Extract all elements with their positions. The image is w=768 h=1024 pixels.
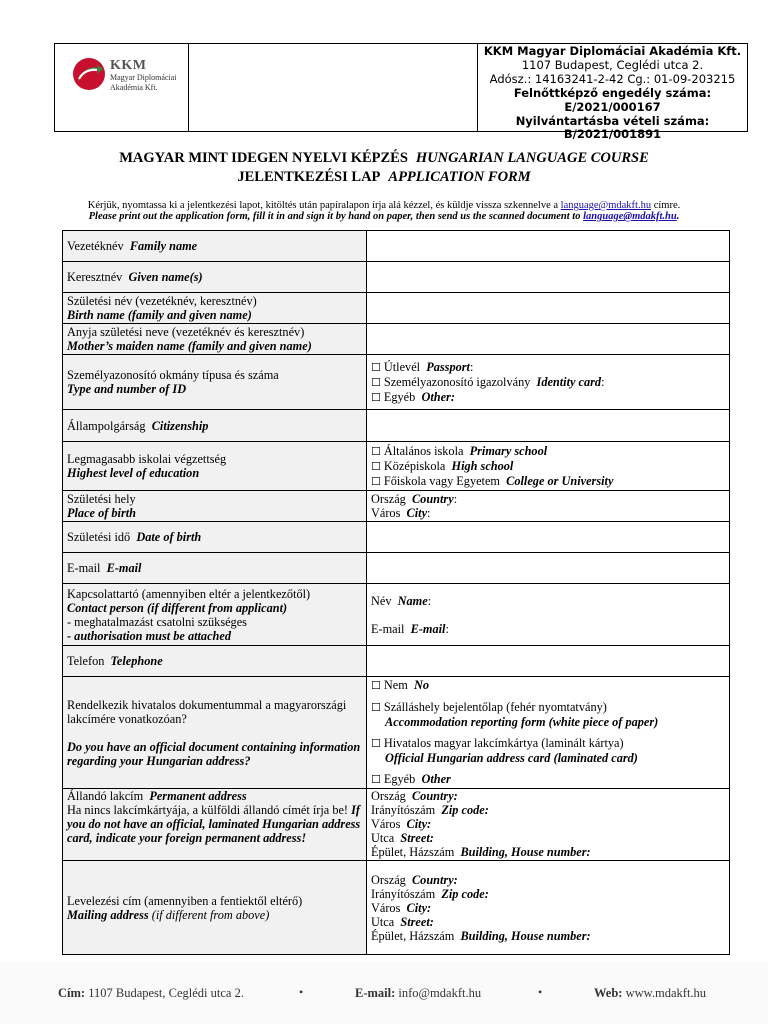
label-given-name: Keresztnév Given name(s) [63, 262, 367, 293]
row-mailing-address [63, 861, 730, 955]
options-id-type [367, 355, 730, 410]
intro-en-text: Please print out the application form, fill it in and sign it by hand on paper, then send us the scanned document to [88, 211, 584, 222]
checkbox-icon: ☐ [371, 701, 381, 714]
intro-en-suffix: . [676, 211, 680, 222]
license-label: Felnőttképző engedély száma: [513, 85, 712, 100]
footer-web: Web: www.mdakft.hu [594, 986, 707, 1000]
checkbox-icon: ☐ [371, 679, 381, 692]
label-official-doc: Rendelkezik hivatalos dokumentummal a magyarországi lakcímére vonatkozóan? Do you have an official document containing information regarding your Hungarian address? [63, 677, 367, 789]
label-education: Legmagasabb iskolai végzettség Highest level of education [63, 442, 367, 491]
logo-wordmark [110, 58, 176, 93]
row-permanent-address [63, 789, 730, 861]
footer-separator: • [538, 985, 543, 999]
label-email: E-mail E-mail [63, 553, 367, 584]
label-permanent-address: Állandó lakcím Permanent address Ha nincs lakcímkártyája, a külföldi állandó címét írja be! If you do not have an official, laminated Hungarian address card, indicate your foreign permanent address! [63, 789, 367, 861]
intro-hu-email-link[interactable]: language@mdakft.hu [560, 200, 652, 211]
intro-hu-text: Kérjük, nyomtassa ki a jelentkezési lapot, kitöltés után papíralapon írja alá kézzel, és küldje vissza szkennelve a [87, 200, 561, 211]
company-address: 1107 Budapest, Ceglédi utca 2. [521, 57, 704, 72]
checkbox-icon: ☐ [371, 360, 381, 374]
title-hu-2: JELENTKEZÉSI LAP [237, 169, 381, 185]
option-college[interactable]: ☐ Főiskola vagy Egyetem College or University [371, 473, 614, 488]
label-citizenship: Állampolgárság Citizenship [63, 410, 367, 442]
label-mother-name: Anyja születési neve (vezetéknév és keresztnév) Mother’s maiden name (family and given name) [63, 324, 367, 355]
header-box [54, 43, 748, 142]
row-citizenship [63, 410, 730, 442]
page-footer [0, 962, 768, 1024]
option-address-card-en: Official Hungarian address card (laminated card) [385, 751, 638, 765]
checkbox-icon: ☐ [371, 444, 381, 458]
intro-hu-suffix: címre. [651, 200, 681, 211]
registration-label: Nyilvántartásba vételi száma: [515, 113, 710, 128]
checkbox-icon: ☐ [371, 474, 381, 488]
checkbox-icon: ☐ [371, 737, 381, 750]
row-given-name [63, 262, 730, 293]
input-given-name[interactable] [367, 262, 730, 293]
input-contact[interactable]: Név Name: E-mail E-mail: [367, 584, 730, 646]
footer-separator: • [299, 985, 304, 999]
label-mailing-address: Levelezési cím (amennyiben a fentiektől eltérő) Mailing address (if different from above) [63, 861, 367, 955]
title-en-1: HUNGARIAN LANGUAGE COURSE [415, 150, 649, 166]
application-form-table [62, 230, 730, 955]
option-address-card[interactable]: ☐ Hivatalos magyar lakcímkártya (laminált kártya) [371, 736, 624, 750]
kkm-logo-icon [72, 57, 106, 91]
option-passport[interactable]: ☐ Útlevél Passport: [371, 359, 474, 374]
company-tax: Adósz.: 14163241-2-42 Cg.: 01-09-203215 [489, 71, 736, 86]
registration-number: B/2021/001891 [563, 127, 662, 142]
logo-cell [55, 44, 189, 131]
input-mother-name[interactable] [367, 324, 730, 355]
intro-en-email-link[interactable]: language@mdakft.hu [583, 211, 677, 222]
option-primary-school[interactable]: ☐ Általános iskola Primary school [371, 443, 548, 458]
input-family-name[interactable] [367, 231, 730, 262]
input-email[interactable] [367, 553, 730, 584]
checkbox-icon: ☐ [371, 459, 381, 473]
label-birth-name: Születési név (vezetéknév, keresztnév) Birth name (family and given name) [63, 293, 367, 324]
row-birthdate [63, 522, 730, 553]
row-mother-name [63, 324, 730, 355]
label-contact: Kapcsolattartó (amennyiben eltér a jelentkezőtől) Contact person (if different from applicant) - meghatalmazást csatolni szükséges - authorisation must be attached [63, 584, 367, 646]
footer-email: E-mail: info@mdakft.hu [355, 986, 482, 1000]
input-birthdate[interactable] [367, 522, 730, 553]
row-education [63, 442, 730, 491]
label-birthdate: Születési idő Date of birth [63, 522, 367, 553]
row-birth-name [63, 293, 730, 324]
company-info [478, 44, 747, 142]
checkbox-icon: ☐ [371, 773, 381, 786]
title-line-2 [0, 169, 768, 186]
logo-small-text-2: Akadémia Kft. [110, 83, 158, 92]
input-citizenship[interactable] [367, 410, 730, 442]
title-en-2: APPLICATION FORM [388, 169, 531, 185]
footer-address: Cím: 1107 Budapest, Ceglédi utca 2. [58, 986, 244, 1000]
option-id-other[interactable]: ☐ Egyéb Other: [371, 389, 455, 404]
option-accommodation-form[interactable]: ☐ Szálláshely bejelentőlap (fehér nyomtatvány) [371, 700, 607, 714]
company-name: KKM Magyar Diplomáciai Akadémia Kft. [483, 44, 742, 58]
row-phone [63, 646, 730, 677]
row-contact [63, 584, 730, 646]
row-official-doc [63, 677, 730, 789]
input-birthplace[interactable]: Ország Country: Város City: [367, 491, 730, 522]
input-phone[interactable] [367, 646, 730, 677]
logo-big-text: KKM [110, 58, 147, 73]
logo-small-text-1: Magyar Diplomáciai [110, 73, 177, 82]
label-id-type: Személyazonosító okmány típusa és száma Type and number of ID [63, 355, 367, 410]
checkbox-icon: ☐ [371, 390, 381, 404]
header-empty-cell [189, 44, 478, 131]
input-birth-name[interactable] [367, 293, 730, 324]
label-family-name: Vezetéknév Family name [63, 231, 367, 262]
option-identity-card[interactable]: ☐ Személyazonosító igazolvány Identity card: [371, 374, 605, 389]
input-mailing-address[interactable]: Ország Country: Irányítószám Zip code: Város City: Utca Street: Épület, Házszám Building, House number: [367, 861, 730, 955]
title-hu-1: MAGYAR MINT IDEGEN NYELVI KÉPZÉS [119, 150, 408, 166]
input-permanent-address[interactable]: Ország Country: Irányítószám Zip code: Város City: Utca Street: Épület, Házszám Building, House number: [367, 789, 730, 861]
option-document-other[interactable]: ☐ Egyéb Other [371, 772, 451, 786]
label-phone: Telefon Telephone [63, 646, 367, 677]
options-education [367, 442, 730, 491]
intro-en [0, 211, 768, 223]
row-family-name [63, 231, 730, 262]
row-id-type [63, 355, 730, 410]
label-birthplace: Születési hely Place of birth [63, 491, 367, 522]
option-accommodation-form-en: Accommodation reporting form (white piece of paper) [385, 715, 659, 729]
option-no-document[interactable]: ☐ Nem No [371, 678, 429, 692]
title-line-1 [0, 150, 768, 167]
options-official-doc [367, 677, 730, 789]
row-email [63, 553, 730, 584]
option-high-school[interactable]: ☐ Középiskola High school [371, 458, 514, 473]
license-number: E/2021/000167 [564, 99, 661, 114]
checkbox-icon: ☐ [371, 375, 381, 389]
row-birthplace [63, 491, 730, 522]
